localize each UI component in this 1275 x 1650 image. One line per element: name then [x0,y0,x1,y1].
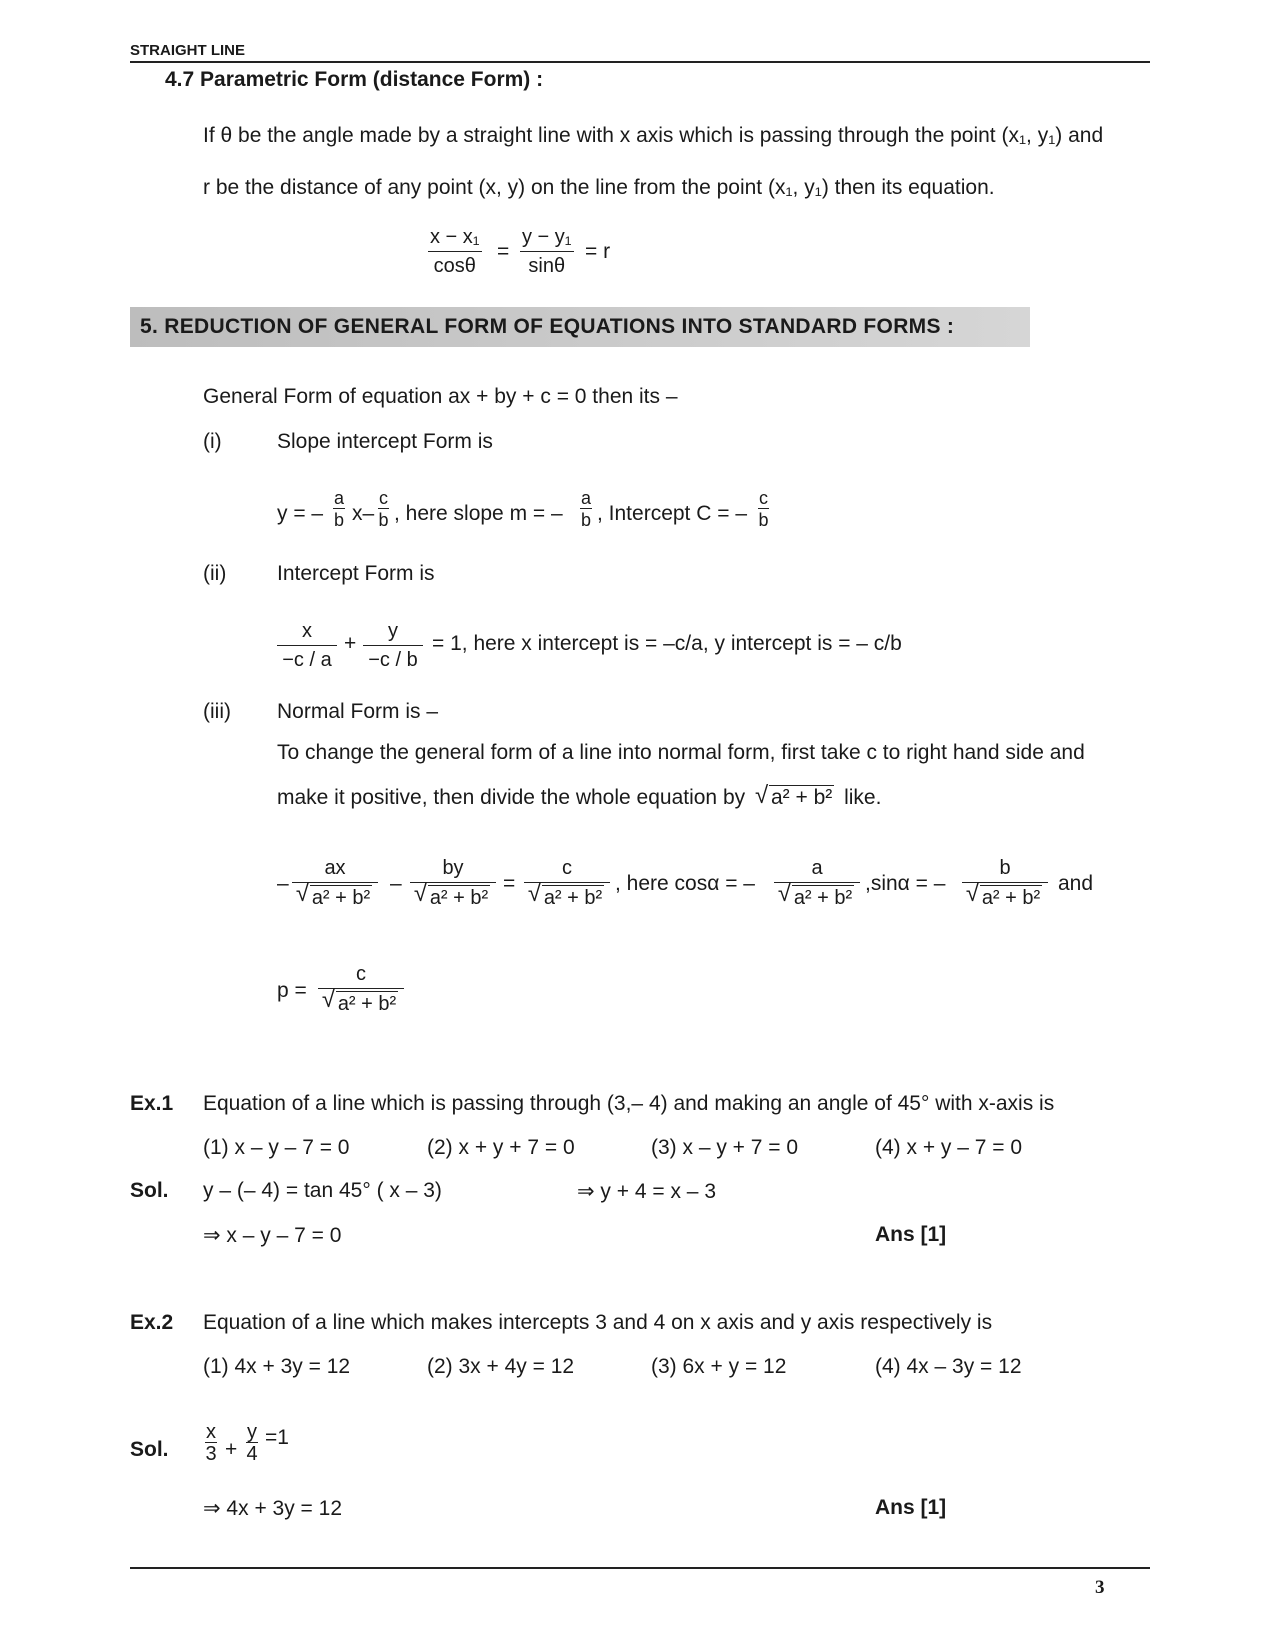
chapter-header: STRAIGHT LINE [130,42,245,59]
frac-denominator: √ a² + b² [524,883,610,910]
frac-denominator: 3 [205,1443,217,1465]
frac-ax [292,856,378,910]
ex2-question: Equation of a line which makes intercepts 3 and 4 on x axis and y axis respectively is [203,1311,993,1334]
frac-numerator: a [774,856,860,883]
frac-c-b [378,488,389,531]
item-iii-label: (iii) [203,700,231,723]
header-rule [130,61,1150,63]
normal-form-line1: To change the general form of a line into normal form, first take c to right hand side and [277,741,1085,764]
ex1-option-3: (3) x – y + 7 = 0 [651,1136,799,1159]
intercept-form-text: = 1, here x intercept is = –c/a, y intercept is = – c/b [432,632,902,655]
slope-eq-y: y = – [277,502,324,525]
frac-denominator: √ a² + b² [292,883,378,910]
frac-denominator: cosθ [433,255,476,277]
frac-denominator: b [334,510,345,530]
ex1-option-2: (2) x + y + 7 = 0 [427,1136,575,1159]
frac-x-over-minus-c-a [277,619,337,672]
frac-denominator: −c / a [282,649,332,671]
frac-numerator: b [962,856,1048,883]
frac-numerator: y [247,1421,257,1443]
frac-numerator: x [277,619,337,646]
ex2-option-2: (2) 3x + 4y = 12 [427,1355,575,1378]
frac-denominator: −c / b [368,649,418,671]
frac-a-b-slope [580,488,592,531]
ex1-option-1: (1) x – y – 7 = 0 [203,1136,350,1159]
frac-b-root [962,856,1048,910]
frac-numerator: c [759,488,768,508]
plus-sign: + [225,1438,238,1461]
frac-denominator: √ a² + b² [774,883,860,910]
frac-y-4 [246,1422,258,1465]
section-5-title: 5. REDUCTION OF GENERAL FORM OF EQUATIONS INTO STANDARD FORMS : [140,315,955,338]
ex1-question: Equation of a line which is passing through (3,– 4) and making an angle of 45° with x-axis is [203,1092,1055,1115]
frac-denominator: sinθ [528,255,566,277]
item-i-title: Slope intercept Form is [277,430,493,453]
section-4-7-line2: r be the distance of any point (x, y) on the line from the point (x₁, y₁) then its equation. [203,176,995,199]
sqrt-a2-b2: √ a² + b² [757,785,834,810]
ex1-sol-step3: ⇒ x – y – 7 = 0 [203,1224,342,1247]
frac-p [318,962,404,1016]
equals-r: = r [585,240,611,263]
frac-numerator: y − y₁ [520,225,574,252]
ex2-label: Ex.2 [130,1311,174,1334]
intercept-text: , Intercept C = – [597,502,747,525]
frac-a-root [774,856,860,910]
frac-x-3 [205,1422,217,1465]
frac-numerator: y [363,619,423,646]
parametric-frac-y [520,225,574,278]
parametric-frac-x [428,225,482,278]
section-5-banner [130,307,1030,347]
frac-numerator: a [581,488,592,508]
frac-numerator: x − x₁ [428,225,482,252]
item-ii-label: (ii) [203,562,227,585]
footer-rule [130,1567,1150,1569]
slope-text: , here slope m = – [394,502,563,525]
item-i-label: (i) [203,430,222,453]
minus-sign: – [390,872,402,895]
frac-denominator: √ a² + b² [410,883,496,910]
section-4-7-title: 4.7 Parametric Form (distance Form) : [165,68,544,91]
ex2-option-1: (1) 4x + 3y = 12 [203,1355,351,1378]
ex1-option-4: (4) x + y – 7 = 0 [875,1136,1023,1159]
ex2-option-3: (3) 6x + y = 12 [651,1355,787,1378]
ex1-label: Ex.1 [130,1092,174,1115]
frac-numerator: c [524,856,610,883]
frac-numerator: ax [292,856,378,883]
frac-by [410,856,496,910]
page-number: 3 [1095,1577,1105,1598]
frac-a-b [333,488,345,531]
ex1-sol-step1: y – (– 4) = tan 45° ( x – 3) [203,1179,442,1202]
general-form-intro: General Form of equation ax + by + c = 0 then its – [203,385,678,408]
ex2-answer: Ans [1] [875,1496,947,1519]
ex1-answer: Ans [1] [875,1223,947,1246]
equals-sign: = [497,240,510,263]
frac-numerator: c [379,488,388,508]
frac-denominator: √ a² + b² [318,989,404,1016]
equals-sign: = [503,872,516,895]
ex1-sol-step2: ⇒ y + 4 = x – 3 [577,1180,717,1203]
frac-numerator: a [334,488,345,508]
normal-form-line2a: make it positive, then divide the whole equation by [277,786,746,809]
cos-alpha-text: , here cosα = – [615,872,755,895]
equals-one: =1 [265,1426,289,1449]
p-equals: p = [277,979,307,1002]
plus-sign: + [344,632,357,655]
minus-sign: – [277,872,289,895]
frac-denominator: 4 [246,1443,258,1465]
and-text: and [1058,872,1094,895]
ex2-option-4: (4) 4x – 3y = 12 [875,1355,1022,1378]
frac-y-over-minus-c-b [363,619,423,672]
frac-denominator: b [378,510,389,530]
frac-numerator: c [318,962,404,989]
normal-form-line2b: like. [844,786,882,809]
frac-numerator: x [206,1421,216,1443]
ex2-sol-step2: ⇒ 4x + 3y = 12 [203,1497,343,1520]
normal-form-line2 [277,785,881,810]
frac-denominator: b [758,510,769,530]
frac-denominator: b [581,510,592,530]
frac-c [524,856,610,910]
item-iii-title: Normal Form is – [277,700,439,723]
ex2-sol-label: Sol. [130,1438,169,1461]
slope-eq-x: x– [352,502,375,525]
section-4-7-line1: If θ be the angle made by a straight line with x axis which is passing through the point (x₁, y₁) and [203,124,1104,147]
ex1-sol-label: Sol. [130,1179,169,1202]
sin-alpha-text: ,sinα = – [865,872,946,895]
frac-c-b-intercept [758,488,769,531]
frac-denominator: √ a² + b² [962,883,1048,910]
frac-numerator: by [410,856,496,883]
item-ii-title: Intercept Form is [277,562,435,585]
